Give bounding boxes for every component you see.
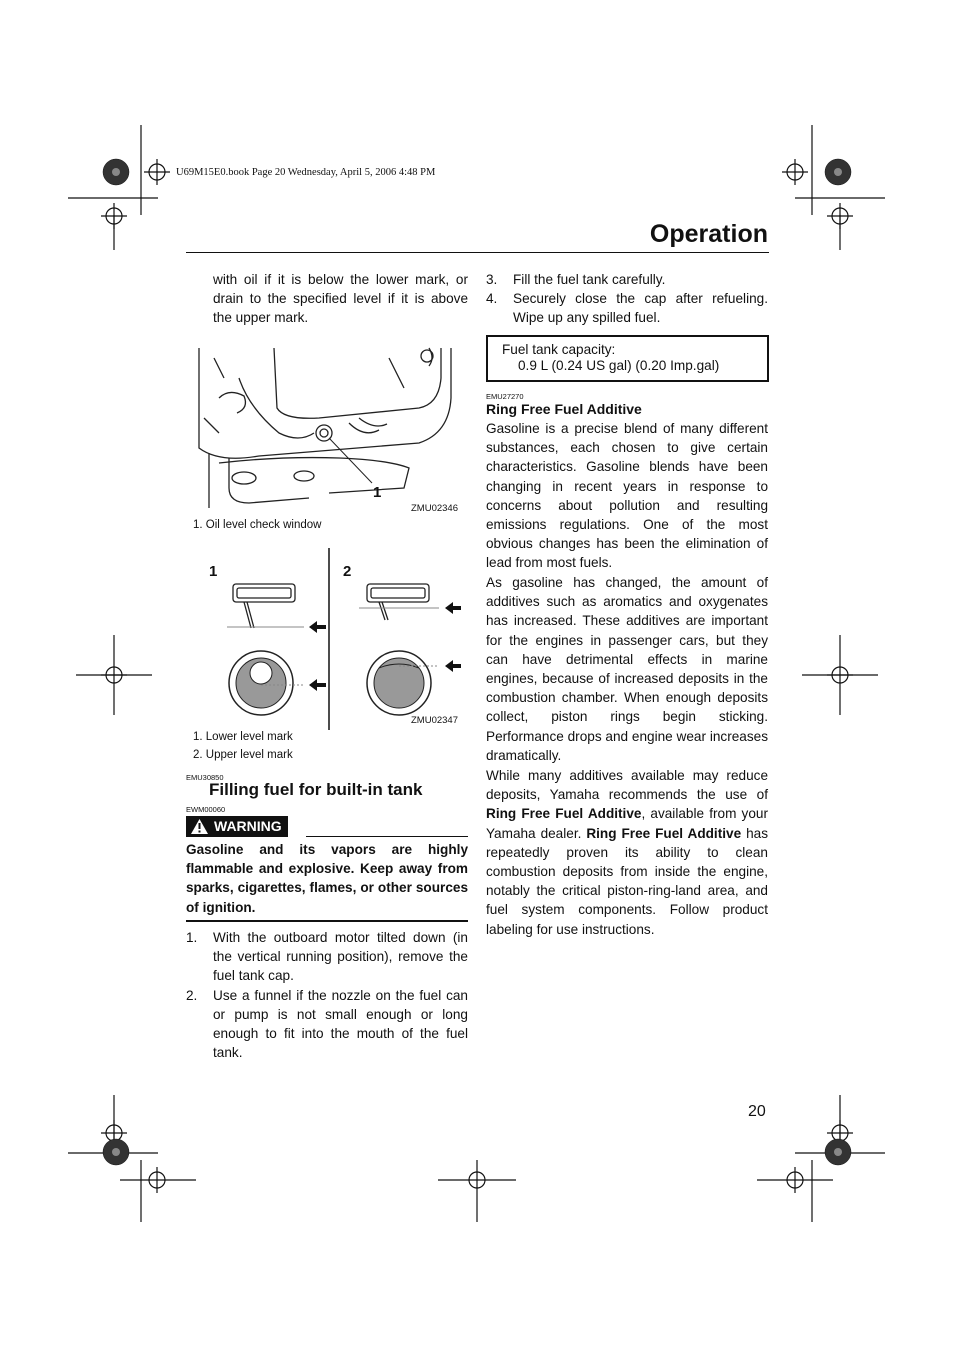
step-item <box>486 270 768 289</box>
paragraph-1: Gasoline is a precise blend of many different substances, each chosen to give certain characteristics. Gasoline blends have been changing in recent years in response to concerns about pollution and resulting emissions regulations. One of the most obvious changes has been the elimination of lead from most fuels. <box>486 421 768 571</box>
step-item <box>186 928 468 986</box>
arrow-lower-mark-bottom <box>309 679 326 691</box>
step-number: 2. <box>186 987 198 1003</box>
warning-text: Gasoline and its vapors are highly flammable and explosive. Keep away from sparks, cigarettes, flames, or other sources of ignition. <box>186 842 468 915</box>
figure-caption-1: 1. Lower level mark <box>193 731 293 743</box>
section-code: EMU30850 <box>186 773 224 782</box>
arrow-upper-mark-bottom <box>445 660 461 672</box>
figure-caption-2: 2. Upper level mark <box>193 749 293 761</box>
level-marks-illustration <box>189 548 468 730</box>
oil-level-figure <box>189 338 468 518</box>
capacity-value: 0.9 L (0.24 US gal) (0.20 Imp.gal) <box>518 358 720 373</box>
step-number: 4. <box>486 291 498 307</box>
arrow-lower-mark-top <box>309 621 326 633</box>
warning-triangle-icon <box>190 818 209 835</box>
title-rule <box>186 252 769 253</box>
step-text: Use a funnel if the nozzle on the fuel can or pump is not small enough or long enough to fit into the mouth of the fuel tank. <box>213 987 468 1061</box>
arrow-upper-mark-top <box>445 602 461 614</box>
step-text: With the outboard motor tilted down (in the vertical running position), remove the fuel tank cap. <box>213 930 468 984</box>
label-2: 2 <box>343 563 352 580</box>
figure-caption: 1. Oil level check window <box>193 519 322 531</box>
step-item <box>486 289 768 327</box>
step-text: Securely close the cap after refueling. Wipe up any spilled fuel. <box>513 291 768 326</box>
paragraph-3: While many additives available may reduce deposits, Yamaha recommends the use of Ring Free Fuel Additive, available from your Yamaha dealer. Ring Free Fuel Additive has repeatedly proven its ability to clean combustion deposits from inside the engine, notably the critical piston-ring-land area, and fuel system components. Follow product labeling for use instructions. <box>486 768 768 937</box>
step-text: Fill the fuel tank carefully. <box>513 272 666 287</box>
intro-paragraph: with oil if it is below the lower mark, or drain to the specified level if it is above the upper mark. <box>213 272 468 326</box>
warning-badge <box>186 816 288 837</box>
fuel-steps-left <box>186 928 468 1062</box>
capacity-label: Fuel tank capacity: <box>502 342 616 357</box>
warning-bottom-rule <box>186 920 468 922</box>
section-heading: Filling fuel for built-in tank <box>209 780 423 799</box>
engine-illustration <box>189 338 468 518</box>
figure-code: ZMU02346 <box>411 503 458 514</box>
level-marks-figure <box>189 548 468 730</box>
page-number: 20 <box>748 1103 766 1120</box>
figure-code: ZMU02347 <box>411 715 458 726</box>
product-name: Ring Free Fuel Additive <box>486 806 642 822</box>
step-item <box>186 986 468 1063</box>
fuel-capacity-box <box>486 335 769 382</box>
callout-1: 1 <box>373 484 382 501</box>
print-slug: U69M15E0.book Page 20 Wednesday, April 5, 2006 4:48 PM <box>176 167 436 178</box>
page-title: Operation <box>649 220 768 248</box>
warning-top-rule <box>306 836 468 837</box>
label-1: 1 <box>209 563 218 580</box>
paragraph-2: As gasoline has changed, the amount of additives such as aromatics and oxygenates has increased. These additives are important for the engines in passenger cars, but they can have detrimental effects in marine engines, because of increased deposits in the combustion chamber. When enough deposits collect, piston rings begin sticking. Performance drops and engine wear increases dramatically. <box>486 575 768 763</box>
fuel-steps-right <box>486 270 768 328</box>
warning-label: WARNING <box>214 818 282 834</box>
product-name: Ring Free Fuel Additive <box>586 825 742 841</box>
section-code: EMU27270 <box>486 392 524 401</box>
section-heading: Ring Free Fuel Additive <box>486 401 642 417</box>
step-number: 1. <box>186 930 198 945</box>
step-number: 3. <box>486 272 498 287</box>
warning-code: EWM00060 <box>186 805 226 814</box>
